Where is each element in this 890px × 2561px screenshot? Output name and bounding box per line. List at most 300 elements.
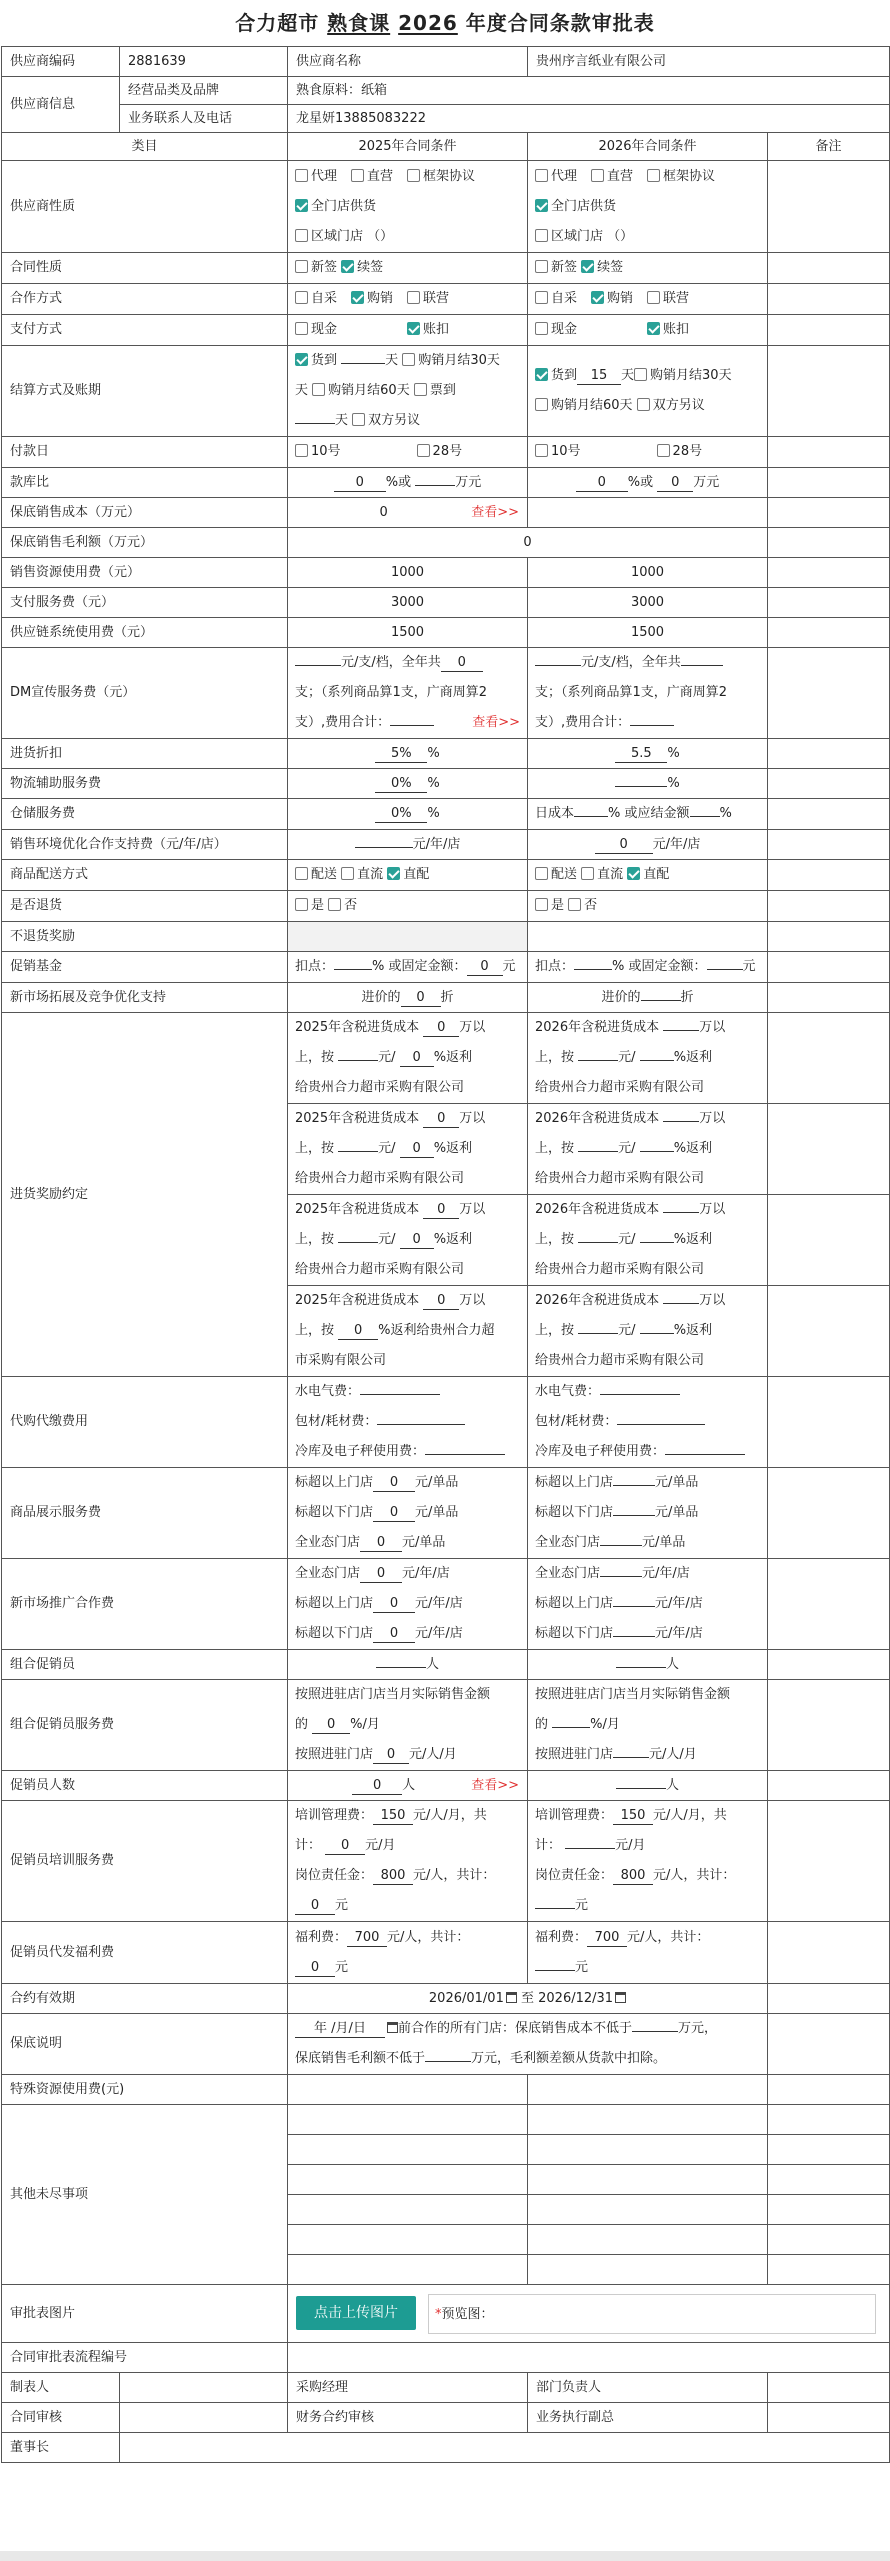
promo-fixed-field[interactable]: 0 — [467, 959, 503, 976]
display-field[interactable]: 0 — [373, 1475, 415, 1492]
checkbox-checked[interactable] — [351, 291, 364, 304]
note-cell[interactable] — [768, 830, 890, 860]
unit: 元/年/店 — [415, 1626, 463, 1641]
unit: %返利 — [433, 1232, 473, 1247]
unit: 天 — [385, 353, 399, 368]
rebate-yuan-field[interactable] — [578, 1151, 618, 1152]
packing-field[interactable] — [617, 1424, 705, 1425]
note-cell[interactable] — [768, 922, 890, 952]
other-cell[interactable] — [528, 2105, 768, 2135]
zhe-field[interactable] — [641, 1000, 681, 1001]
unit: %返利 — [673, 1050, 713, 1065]
train-post-field[interactable]: 800 — [373, 1868, 413, 1885]
row-combo-fee-label: 组合促销员服务费 — [2, 1680, 288, 1771]
note-cell[interactable] — [768, 952, 890, 983]
packing-field[interactable] — [377, 1424, 465, 1425]
row-other-label: 其他未尽事项 — [2, 2105, 288, 2285]
promo-pct-field[interactable] — [574, 969, 612, 970]
wan-field[interactable]: 0 — [657, 475, 693, 492]
other-cell[interactable] — [288, 2225, 528, 2255]
note-cell[interactable] — [768, 437, 890, 468]
date-separator: 至 — [520, 1990, 534, 2006]
note-cell[interactable] — [768, 739, 890, 769]
rebate-cost-field[interactable] — [663, 1121, 699, 1122]
contract-review-value[interactable] — [120, 2403, 288, 2433]
checkbox[interactable] — [637, 398, 650, 411]
rebate-text: 2026年含税进货成本 — [535, 1293, 660, 1308]
view-more-link[interactable]: 查看>> — [471, 1777, 519, 1793]
checkbox[interactable] — [295, 169, 308, 182]
row-storage-label: 仓储服务费 — [2, 799, 288, 830]
rebate-pct-field[interactable]: 0 — [338, 1323, 378, 1340]
new-store-2026 — [528, 1559, 768, 1650]
other-cell[interactable] — [288, 2165, 528, 2195]
no-return-2025 — [288, 922, 528, 952]
unit: 元/ — [618, 1323, 636, 1338]
note-cell[interactable] — [768, 1013, 890, 1104]
rebate-cost-field[interactable] — [663, 1303, 699, 1304]
logistics-2026 — [528, 769, 768, 799]
checkbox[interactable] — [295, 898, 308, 911]
unit: 进价的 — [601, 989, 641, 1005]
unit: %/月 — [590, 1717, 620, 1732]
train-post-total-field[interactable]: 0 — [295, 1898, 335, 1915]
rebate-text: 给贵州合力超市采购有限公司 — [295, 1262, 465, 1277]
rebate-pct-field[interactable] — [640, 1060, 674, 1061]
rebate-yuan-field[interactable] — [578, 1060, 618, 1061]
opt-label: 账扣 — [663, 322, 690, 337]
unit: 折 — [680, 989, 694, 1005]
newstore-field[interactable]: 0 — [360, 1566, 402, 1583]
newstore-field[interactable] — [600, 1576, 642, 1577]
welfare-total-field[interactable] — [535, 1970, 575, 1971]
upload-image-button[interactable]: 点击上传图片 — [296, 2296, 416, 2330]
train-mgmt-field[interactable]: 150 — [373, 1808, 413, 1825]
rebate-text: 给贵州合力超市采购有限公司 — [295, 1171, 465, 1186]
promoter-count-2025 — [288, 1771, 528, 1801]
note-cell[interactable] — [768, 1286, 890, 1377]
combo-pct-field[interactable] — [552, 1727, 590, 1728]
row-env-label: 销售环境优化合作支持费（元/年/店） — [2, 830, 288, 860]
water-field[interactable] — [600, 1394, 680, 1395]
welfare-field[interactable]: 700 — [347, 1930, 387, 1947]
unit: 元/单品 — [415, 1475, 459, 1490]
rebate-pct-field[interactable]: 0 — [400, 1232, 434, 1249]
welfare-total-field[interactable]: 0 — [295, 1960, 335, 1977]
unit: 元/年/店 — [415, 1596, 463, 1611]
checkbox[interactable] — [535, 291, 548, 304]
other-cell[interactable] — [288, 2135, 528, 2165]
note-cell[interactable] — [768, 253, 890, 284]
combo-fee-field[interactable] — [613, 1757, 649, 1758]
rebate-pct-field[interactable]: 0 — [400, 1050, 434, 1067]
supplier-code: 2881639 — [120, 47, 288, 77]
unit: 元/单品 — [655, 1505, 699, 1520]
wan-field[interactable] — [415, 485, 455, 486]
settle-2025 — [288, 346, 528, 437]
row-payday-label: 付款日 — [2, 437, 288, 468]
welfare-2025 — [288, 1922, 528, 1984]
unit: 上，按 — [535, 1141, 575, 1156]
exec-vp-value[interactable] — [768, 2403, 890, 2433]
unit: 按照进驻门店 — [535, 1747, 614, 1762]
storage-field[interactable] — [574, 816, 608, 817]
train-mgmt-field[interactable]: 150 — [613, 1808, 653, 1825]
row-new-market-label: 新市场拓展及竞争优化支持 — [2, 983, 288, 1013]
checkbox-checked[interactable] — [407, 322, 420, 335]
note-cell[interactable] — [768, 1559, 890, 1650]
flow-no-value[interactable] — [288, 2343, 890, 2373]
checkbox[interactable] — [535, 398, 548, 411]
rebate-2025-tier — [288, 1104, 528, 1195]
note-cell[interactable] — [768, 1195, 890, 1286]
checkbox-checked[interactable] — [591, 291, 604, 304]
promoter-count-field[interactable] — [616, 1788, 666, 1789]
opt-label: 续签 — [597, 260, 624, 275]
category-value: 熟食原料：纸箱 — [288, 77, 890, 105]
other-cell[interactable] — [288, 2105, 528, 2135]
note-cell[interactable] — [768, 468, 890, 498]
other-cell[interactable] — [528, 2195, 768, 2225]
combo-fee-field[interactable]: 0 — [373, 1747, 409, 1764]
unit: 扣点： — [535, 959, 575, 974]
checkbox[interactable] — [535, 898, 548, 911]
note-cell[interactable] — [768, 769, 890, 799]
rebate-yuan-field[interactable] — [578, 1242, 618, 1243]
rebate-text: 市采购有限公司 — [295, 1353, 387, 1368]
checkbox[interactable] — [657, 444, 670, 457]
combo-staff-field[interactable] — [376, 1667, 426, 1668]
promo-fixed-field[interactable] — [707, 969, 743, 970]
dm-price-field[interactable] — [535, 665, 581, 666]
special-2025[interactable] — [288, 2075, 528, 2105]
checkbox[interactable] — [535, 229, 548, 242]
note-cell[interactable] — [768, 558, 890, 588]
rebate-pct-field[interactable] — [640, 1333, 674, 1334]
checkbox[interactable] — [407, 291, 420, 304]
unit: 冷库及电子秤使用费： — [535, 1444, 666, 1459]
checkbox[interactable] — [647, 291, 660, 304]
checkbox-checked[interactable] — [647, 322, 660, 335]
unit: 全业态门店 — [295, 1566, 361, 1581]
discount-field[interactable]: 5.5 — [615, 746, 667, 763]
dm-count-field[interactable] — [681, 665, 723, 666]
checkbox-checked[interactable] — [387, 867, 400, 880]
unit: 万以 — [459, 1202, 486, 1217]
opt-label: 28号 — [432, 444, 463, 459]
days-field[interactable] — [295, 423, 335, 424]
note-cell[interactable] — [768, 648, 890, 739]
unit: % — [667, 745, 680, 761]
unit: 标超以下门店 — [535, 1626, 614, 1641]
rebate-yuan-field[interactable] — [578, 1333, 618, 1334]
unit: 标超以下门店 — [295, 1626, 374, 1641]
row-promoter-training-label: 促销员培训服务费 — [2, 1801, 288, 1922]
row-ratio-label: 款库比 — [2, 468, 288, 498]
note-cell[interactable] — [768, 284, 890, 315]
view-more-link[interactable]: 查看>> — [472, 715, 520, 730]
checkbox[interactable] — [417, 444, 430, 457]
other-cell[interactable] — [528, 2225, 768, 2255]
checkbox[interactable] — [295, 867, 308, 880]
opt-label: 框架协议 — [663, 168, 716, 184]
note-cell[interactable] — [768, 588, 890, 618]
dm-total-field[interactable] — [390, 725, 434, 726]
note-cell[interactable] — [768, 1801, 890, 1922]
checkbox[interactable] — [295, 291, 308, 304]
checkbox[interactable] — [407, 169, 420, 182]
note-cell[interactable] — [768, 1922, 890, 1984]
unit: 岗位责任金： — [535, 1868, 614, 1883]
unit: 元/年/店 — [655, 1596, 703, 1611]
training-2026 — [528, 1801, 768, 1922]
agency-2026 — [528, 1377, 768, 1468]
env-field[interactable] — [355, 847, 413, 848]
checkbox-checked[interactable] — [535, 199, 548, 212]
opt-label: 直流 — [357, 867, 384, 882]
purchase-mgr-label: 采购经理 — [288, 2373, 528, 2403]
train-total-field[interactable] — [565, 1848, 615, 1849]
env-2025 — [288, 830, 528, 860]
discount-2026 — [528, 739, 768, 769]
display-field[interactable]: 0 — [373, 1505, 415, 1522]
env-field[interactable]: 0 — [595, 837, 653, 854]
note-cell[interactable] — [768, 1377, 890, 1468]
note-cell[interactable] — [768, 1650, 890, 1680]
note-cell[interactable] — [768, 2105, 890, 2135]
dm-text: 支）,费用合计： — [295, 715, 391, 730]
note-cell[interactable] — [768, 2195, 890, 2225]
dm-2025 — [288, 648, 528, 739]
checkbox-checked[interactable] — [295, 199, 308, 212]
dm-price-field[interactable] — [295, 665, 341, 666]
note-cell[interactable] — [768, 2165, 890, 2195]
discount-field[interactable]: 5% — [375, 746, 427, 763]
unit: 上，按 — [535, 1050, 575, 1065]
checkbox[interactable] — [295, 260, 308, 273]
cold-field[interactable] — [665, 1454, 745, 1455]
approval-table — [1, 46, 890, 2463]
combo-staff-field[interactable] — [616, 1667, 666, 1668]
water-field[interactable] — [360, 1394, 440, 1395]
checkbox[interactable] — [352, 413, 365, 426]
checkbox[interactable] — [351, 169, 364, 182]
checkbox[interactable] — [535, 322, 548, 335]
checkbox[interactable] — [312, 383, 325, 396]
rebate-yuan-field[interactable] — [338, 1151, 378, 1152]
opt-label: 购销月结60天 — [551, 398, 633, 413]
new-market-2026 — [528, 983, 768, 1013]
display-field[interactable] — [613, 1515, 655, 1516]
guarantee-margin-field[interactable] — [425, 2061, 471, 2062]
promo-pct-field[interactable] — [334, 969, 372, 970]
checkbox[interactable] — [647, 169, 660, 182]
checkbox-checked[interactable] — [295, 353, 308, 366]
rebate-yuan-field[interactable] — [338, 1242, 378, 1243]
storage-field[interactable]: 0% — [375, 806, 427, 823]
rebate-2026-tier — [528, 1013, 768, 1104]
calendar-icon — [387, 2022, 398, 2033]
note-cell[interactable] — [768, 891, 890, 922]
unit: 元/年/店 — [642, 1566, 690, 1581]
rebate-cost-field[interactable] — [663, 1212, 699, 1213]
checkbox[interactable] — [591, 169, 604, 182]
checkbox[interactable] — [535, 260, 548, 273]
newstore-field[interactable]: 0 — [373, 1596, 415, 1613]
days-field[interactable]: 15 — [577, 368, 621, 385]
unit: 人 — [665, 1777, 679, 1793]
supplier-code-label: 供应商编码 — [2, 47, 120, 77]
cold-field[interactable] — [425, 1454, 505, 1455]
welfare-field[interactable]: 700 — [587, 1930, 627, 1947]
checkbox-checked[interactable] — [627, 867, 640, 880]
checkbox-checked[interactable] — [535, 368, 548, 381]
note-cell[interactable] — [768, 346, 890, 437]
opt-label: 票到 — [429, 383, 456, 398]
checkbox[interactable] — [634, 368, 647, 381]
guarantee-cost-field[interactable] — [632, 2031, 678, 2032]
newstore-field[interactable] — [613, 1606, 655, 1607]
note-cell[interactable] — [768, 2255, 890, 2285]
rebate-pct-field[interactable] — [640, 1151, 674, 1152]
rebate-cost-field[interactable]: 0 — [423, 1020, 459, 1037]
storage-amount-field[interactable] — [690, 816, 720, 817]
ratio-field[interactable]: 0 — [334, 475, 386, 492]
checkbox-checked[interactable] — [581, 260, 594, 273]
special-2026[interactable] — [528, 2075, 768, 2105]
checkbox[interactable] — [328, 898, 341, 911]
checkbox-checked[interactable] — [341, 260, 354, 273]
dm-total-field[interactable] — [630, 725, 674, 726]
row-display-label: 商品展示服务费 — [2, 1468, 288, 1559]
checkbox[interactable] — [295, 229, 308, 242]
guarantee-date-field[interactable]: 年 /月/日 — [295, 2021, 385, 2038]
train-post-field[interactable]: 800 — [613, 1868, 653, 1885]
date-start-input[interactable] — [429, 1991, 517, 2006]
note-cell[interactable] — [768, 983, 890, 1013]
checkbox[interactable] — [581, 867, 594, 880]
note-cell[interactable] — [768, 498, 890, 528]
note-cell[interactable] — [768, 1680, 890, 1771]
unit: 上，按 — [295, 1050, 335, 1065]
settle-2026 — [528, 346, 768, 437]
checkbox[interactable] — [535, 867, 548, 880]
dept-head-label: 部门负责人 — [528, 2373, 768, 2403]
note-cell[interactable] — [768, 2075, 890, 2105]
rebate-cost-field[interactable] — [663, 1030, 699, 1031]
train-post-total-field[interactable] — [535, 1908, 575, 1909]
promoter-count-field[interactable]: 0 — [352, 1778, 402, 1795]
opt-label: 联营 — [663, 291, 690, 306]
other-cell[interactable] — [528, 2135, 768, 2165]
row-dm-label: DM宣传服务费（元） — [2, 648, 288, 739]
note-cell[interactable] — [768, 2225, 890, 2255]
unit: 万以 — [459, 1293, 486, 1308]
row-guarantee-note-label: 保底说明 — [2, 2014, 288, 2075]
rebate-cost-field[interactable]: 0 — [423, 1202, 459, 1219]
title-company: 合力超市 — [235, 11, 328, 35]
checkbox[interactable] — [414, 383, 427, 396]
note-cell[interactable] — [768, 1771, 890, 1801]
unit: 万元 — [693, 474, 720, 490]
note-cell[interactable] — [768, 1984, 890, 2014]
note-cell[interactable] — [768, 1468, 890, 1559]
ratio-field[interactable]: 0 — [576, 475, 628, 492]
days-field[interactable] — [341, 363, 385, 364]
display-field[interactable] — [600, 1545, 642, 1546]
note-cell[interactable] — [768, 528, 890, 558]
checkbox[interactable] — [568, 898, 581, 911]
opt-label: 现金 — [551, 322, 578, 337]
opt-label: 直配 — [643, 867, 670, 882]
display-field[interactable] — [613, 1485, 655, 1486]
newstore-field[interactable]: 0 — [373, 1626, 415, 1643]
note-cell[interactable] — [768, 799, 890, 830]
new-market-2025 — [288, 983, 528, 1013]
train-total-field[interactable]: 0 — [325, 1838, 365, 1855]
checkbox[interactable] — [295, 322, 308, 335]
other-cell[interactable] — [528, 2255, 768, 2285]
view-more-link[interactable]: 查看>> — [471, 504, 519, 520]
note-cell[interactable] — [768, 1104, 890, 1195]
dm-count-field[interactable]: 0 — [441, 655, 483, 672]
other-cell[interactable] — [528, 2165, 768, 2195]
dept-head-value[interactable] — [768, 2373, 890, 2403]
newstore-field[interactable] — [613, 1636, 655, 1637]
unit: 标超以上门店 — [295, 1596, 374, 1611]
row-contract-nature-label: 合同性质 — [2, 253, 288, 284]
rebate-pct-field[interactable] — [640, 1242, 674, 1243]
zhe-field[interactable]: 0 — [401, 990, 441, 1007]
rebate-cost-field[interactable]: 0 — [423, 1293, 459, 1310]
opt-label: 框架协议 — [423, 168, 476, 184]
note-cell[interactable] — [768, 2135, 890, 2165]
checkbox[interactable] — [341, 867, 354, 880]
maker-value[interactable] — [120, 2373, 288, 2403]
display-field[interactable]: 0 — [360, 1535, 402, 1552]
checkbox[interactable] — [295, 444, 308, 457]
chairman-label: 董事长 — [2, 2433, 120, 2463]
rebate-cost-field[interactable]: 0 — [423, 1111, 459, 1128]
note-cell[interactable] — [768, 860, 890, 891]
note-cell[interactable] — [768, 161, 890, 253]
row-flow-no-label: 合同审批表流程编号 — [2, 2343, 288, 2373]
other-cell[interactable] — [288, 2255, 528, 2285]
rebate-text: 2025年含税进货成本 — [295, 1293, 420, 1308]
checkbox[interactable] — [535, 444, 548, 457]
checkbox[interactable] — [535, 169, 548, 182]
rebate-pct-field[interactable]: 0 — [400, 1141, 434, 1158]
welfare-2026 — [528, 1922, 768, 1984]
note-cell[interactable] — [768, 315, 890, 346]
logistics-field[interactable] — [615, 786, 667, 787]
row-nature-label: 供应商性质 — [2, 161, 288, 253]
note-cell[interactable] — [768, 2014, 890, 2075]
date-end-input[interactable] — [538, 1991, 626, 2006]
unit: % — [667, 775, 680, 791]
note-cell[interactable] — [768, 618, 890, 648]
other-cell[interactable] — [288, 2195, 528, 2225]
unit: 标超以下门店 — [295, 1505, 374, 1520]
chairman-value[interactable] — [120, 2433, 890, 2463]
row-pay-service-label: 支付服务费（元） — [2, 588, 288, 618]
unit: % — [719, 806, 732, 821]
unit: 标超以上门店 — [535, 1596, 614, 1611]
logistics-field[interactable]: 0% — [375, 776, 427, 793]
combo-pct-field[interactable]: 0 — [312, 1717, 350, 1734]
checkbox[interactable] — [402, 353, 415, 366]
rebate-yuan-field[interactable] — [338, 1060, 378, 1061]
